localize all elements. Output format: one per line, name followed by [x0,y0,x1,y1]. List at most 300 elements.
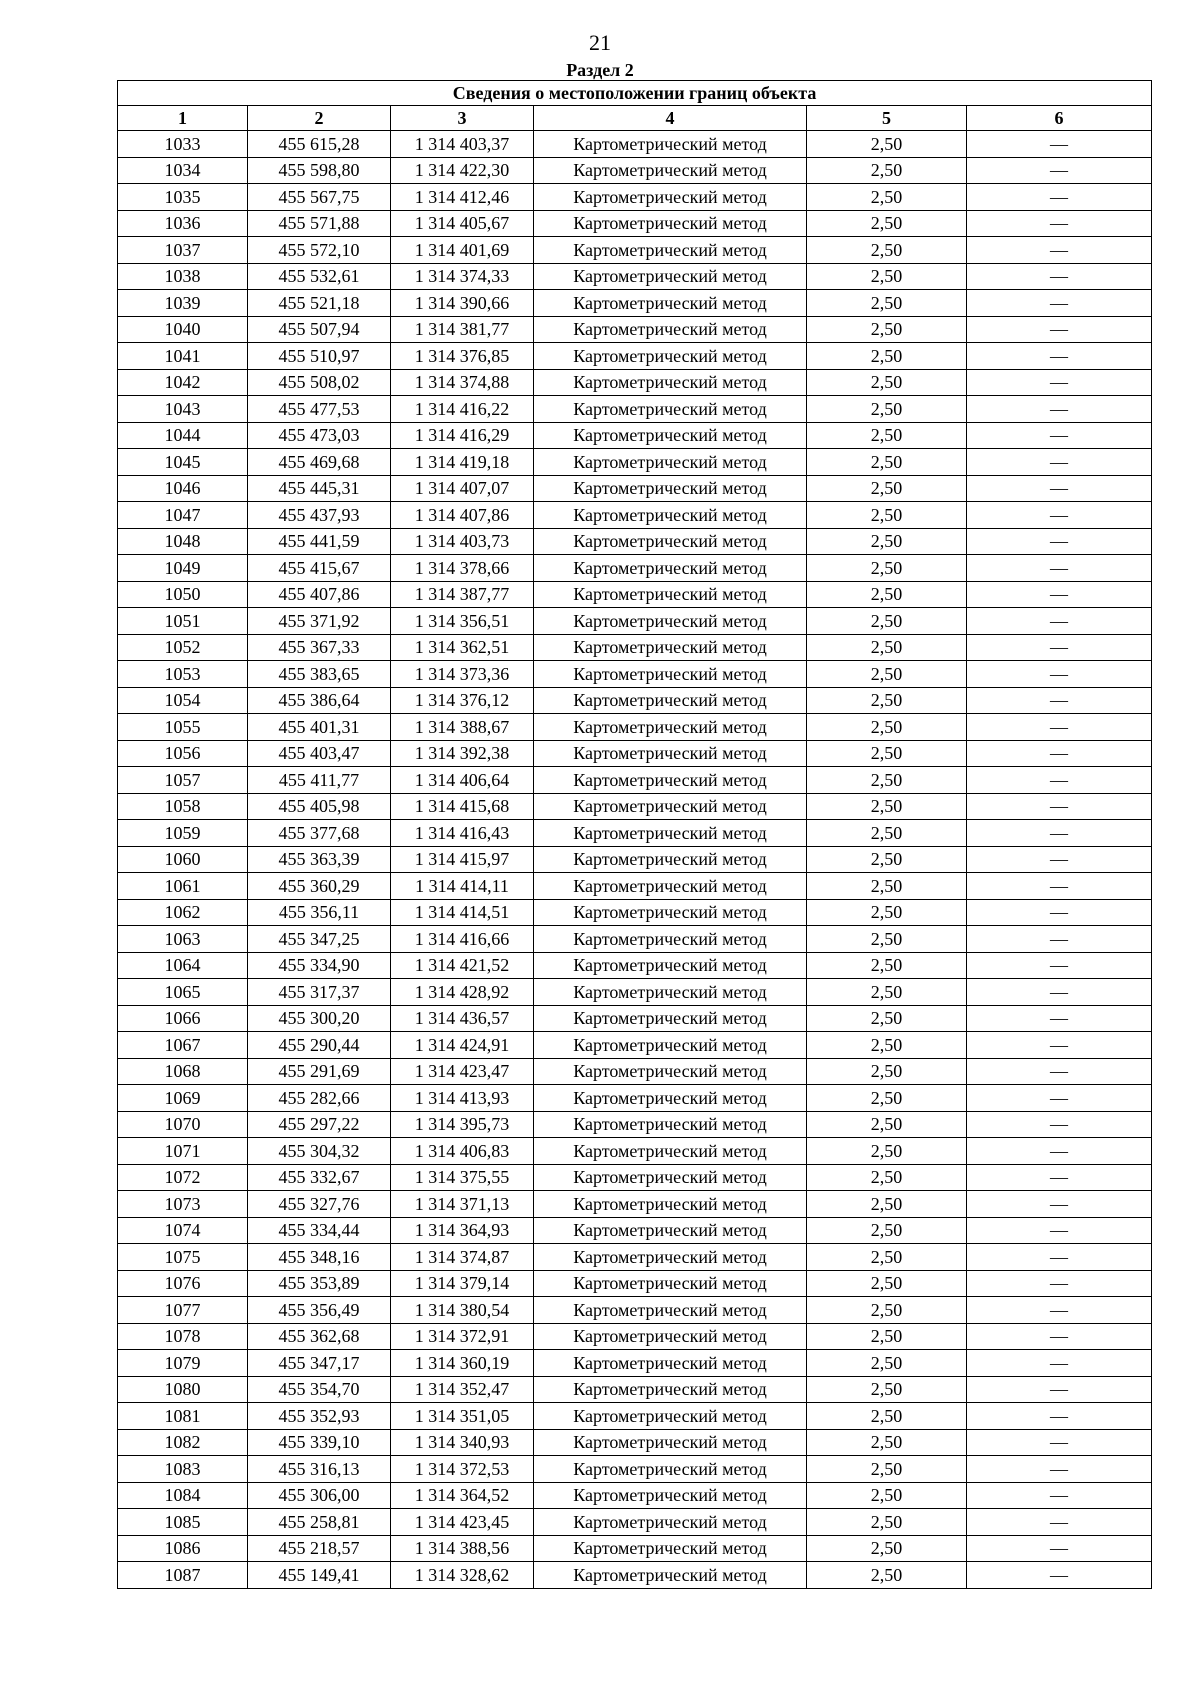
table-row [118,502,1152,529]
y-coordinate-cell: 1 314 421,52 [391,952,534,979]
table-row [118,1482,1152,1509]
description-cell: — [967,899,1152,926]
point-number-cell: 1060 [118,846,248,873]
accuracy-cell: 2,50 [807,1429,967,1456]
point-number-cell: 1039 [118,290,248,317]
point-number-cell: 1066 [118,1005,248,1032]
table-row [118,634,1152,661]
description-cell: — [967,1482,1152,1509]
method-cell: Картометрический метод [534,820,807,847]
accuracy-cell: 2,50 [807,1005,967,1032]
y-coordinate-cell: 1 314 356,51 [391,608,534,635]
x-coordinate-cell: 455 353,89 [248,1270,391,1297]
description-cell: — [967,581,1152,608]
method-cell: Картометрический метод [534,290,807,317]
point-number-cell: 1087 [118,1562,248,1589]
accuracy-cell: 2,50 [807,422,967,449]
x-coordinate-cell: 455 352,93 [248,1403,391,1430]
description-cell: — [967,740,1152,767]
description-cell: — [967,290,1152,317]
method-cell: Картометрический метод [534,1482,807,1509]
x-coordinate-cell: 455 598,80 [248,157,391,184]
method-cell: Картометрический метод [534,1323,807,1350]
x-coordinate-cell: 455 405,98 [248,793,391,820]
x-coordinate-cell: 455 473,03 [248,422,391,449]
table-row [118,210,1152,237]
point-number-cell: 1046 [118,475,248,502]
point-number-cell: 1075 [118,1244,248,1271]
point-number-cell: 1071 [118,1138,248,1165]
x-coordinate-cell: 455 367,33 [248,634,391,661]
description-cell: — [967,1376,1152,1403]
x-coordinate-cell: 455 339,10 [248,1429,391,1456]
point-number-cell: 1072 [118,1164,248,1191]
description-cell: — [967,1191,1152,1218]
table-row [118,899,1152,926]
accuracy-cell: 2,50 [807,1164,967,1191]
description-cell: — [967,1111,1152,1138]
table-row [118,846,1152,873]
y-coordinate-cell: 1 314 390,66 [391,290,534,317]
accuracy-cell: 2,50 [807,157,967,184]
method-cell: Картометрический метод [534,1376,807,1403]
method-cell: Картометрический метод [534,793,807,820]
x-coordinate-cell: 455 356,49 [248,1297,391,1324]
y-coordinate-cell: 1 314 376,12 [391,687,534,714]
table-row [118,1376,1152,1403]
x-coordinate-cell: 455 300,20 [248,1005,391,1032]
method-cell: Картометрический метод [534,608,807,635]
x-coordinate-cell: 455 306,00 [248,1482,391,1509]
method-cell: Картометрический метод [534,1429,807,1456]
x-coordinate-cell: 455 356,11 [248,899,391,926]
method-cell: Картометрический метод [534,1085,807,1112]
table-row [118,1111,1152,1138]
description-cell: — [967,1456,1152,1483]
accuracy-cell: 2,50 [807,1191,967,1218]
accuracy-cell: 2,50 [807,1058,967,1085]
y-coordinate-cell: 1 314 406,64 [391,767,534,794]
method-cell: Картометрический метод [534,952,807,979]
table-row [118,1164,1152,1191]
accuracy-cell: 2,50 [807,581,967,608]
point-number-cell: 1050 [118,581,248,608]
accuracy-cell: 2,50 [807,1376,967,1403]
table-row [118,1562,1152,1589]
x-coordinate-cell: 455 437,93 [248,502,391,529]
accuracy-cell: 2,50 [807,528,967,555]
accuracy-cell: 2,50 [807,396,967,423]
point-number-cell: 1043 [118,396,248,423]
accuracy-cell: 2,50 [807,793,967,820]
description-cell: — [967,1005,1152,1032]
point-number-cell: 1064 [118,952,248,979]
y-coordinate-cell: 1 314 436,57 [391,1005,534,1032]
method-cell: Картометрический метод [534,449,807,476]
method-cell: Картометрический метод [534,767,807,794]
accuracy-cell: 2,50 [807,210,967,237]
column-header: 2 [248,106,391,131]
description-cell: — [967,1085,1152,1112]
column-header: 6 [967,106,1152,131]
x-coordinate-cell: 455 334,44 [248,1217,391,1244]
y-coordinate-cell: 1 314 413,93 [391,1085,534,1112]
x-coordinate-cell: 455 149,41 [248,1562,391,1589]
accuracy-cell: 2,50 [807,1085,967,1112]
method-cell: Картометрический метод [534,899,807,926]
x-coordinate-cell: 455 510,97 [248,343,391,370]
y-coordinate-cell: 1 314 419,18 [391,449,534,476]
y-coordinate-cell: 1 314 403,73 [391,528,534,555]
y-coordinate-cell: 1 314 407,86 [391,502,534,529]
table-row [118,528,1152,555]
point-number-cell: 1076 [118,1270,248,1297]
point-number-cell: 1055 [118,714,248,741]
point-number-cell: 1082 [118,1429,248,1456]
description-cell: — [967,634,1152,661]
x-coordinate-cell: 455 258,81 [248,1509,391,1536]
y-coordinate-cell: 1 314 387,77 [391,581,534,608]
point-number-cell: 1045 [118,449,248,476]
section-title: Раздел 2 [566,60,634,80]
method-cell: Картометрический метод [534,396,807,423]
point-number-cell: 1058 [118,793,248,820]
method-cell: Картометрический метод [534,237,807,264]
accuracy-cell: 2,50 [807,1482,967,1509]
description-cell: — [967,820,1152,847]
description-cell: — [967,661,1152,688]
description-cell: — [967,926,1152,953]
y-coordinate-cell: 1 314 328,62 [391,1562,534,1589]
y-coordinate-cell: 1 314 374,88 [391,369,534,396]
description-cell: — [967,1562,1152,1589]
description-cell: — [967,184,1152,211]
description-cell: — [967,131,1152,158]
method-cell: Картометрический метод [534,1350,807,1377]
method-cell: Картометрический метод [534,369,807,396]
point-number-cell: 1070 [118,1111,248,1138]
table-row [118,661,1152,688]
y-coordinate-cell: 1 314 416,29 [391,422,534,449]
description-cell: — [967,157,1152,184]
point-number-cell: 1037 [118,237,248,264]
description-cell: — [967,1350,1152,1377]
method-cell: Картометрический метод [534,263,807,290]
x-coordinate-cell: 455 317,37 [248,979,391,1006]
point-number-cell: 1080 [118,1376,248,1403]
x-coordinate-cell: 455 415,67 [248,555,391,582]
x-coordinate-cell: 455 507,94 [248,316,391,343]
accuracy-cell: 2,50 [807,369,967,396]
table-row [118,1535,1152,1562]
point-number-cell: 1073 [118,1191,248,1218]
method-cell: Картометрический метод [534,1244,807,1271]
method-cell: Картометрический метод [534,528,807,555]
accuracy-cell: 2,50 [807,979,967,1006]
description-cell: — [967,1509,1152,1536]
x-coordinate-cell: 455 354,70 [248,1376,391,1403]
method-cell: Картометрический метод [534,316,807,343]
method-cell: Картометрический метод [534,555,807,582]
point-number-cell: 1057 [118,767,248,794]
accuracy-cell: 2,50 [807,502,967,529]
accuracy-cell: 2,50 [807,1138,967,1165]
description-cell: — [967,1403,1152,1430]
description-cell: — [967,316,1152,343]
method-cell: Картометрический метод [534,343,807,370]
y-coordinate-cell: 1 314 392,38 [391,740,534,767]
y-coordinate-cell: 1 314 360,19 [391,1350,534,1377]
description-cell: — [967,210,1152,237]
accuracy-cell: 2,50 [807,714,967,741]
point-number-cell: 1042 [118,369,248,396]
table-row [118,793,1152,820]
table-row [118,608,1152,635]
y-coordinate-cell: 1 314 415,97 [391,846,534,873]
table-row [118,1270,1152,1297]
description-cell: — [967,873,1152,900]
accuracy-cell: 2,50 [807,846,967,873]
y-coordinate-cell: 1 314 374,33 [391,263,534,290]
y-coordinate-cell: 1 314 388,56 [391,1535,534,1562]
method-cell: Картометрический метод [534,157,807,184]
table-row [118,767,1152,794]
table-row [118,820,1152,847]
column-header: 4 [534,106,807,131]
description-cell: — [967,343,1152,370]
table-row [118,131,1152,158]
table-row [118,475,1152,502]
x-coordinate-cell: 455 316,13 [248,1456,391,1483]
description-cell: — [967,687,1152,714]
accuracy-cell: 2,50 [807,1270,967,1297]
y-coordinate-cell: 1 314 352,47 [391,1376,534,1403]
x-coordinate-cell: 455 411,77 [248,767,391,794]
point-number-cell: 1040 [118,316,248,343]
point-number-cell: 1038 [118,263,248,290]
table-row [118,1297,1152,1324]
description-cell: — [967,555,1152,582]
point-number-cell: 1044 [118,422,248,449]
point-number-cell: 1035 [118,184,248,211]
y-coordinate-cell: 1 314 395,73 [391,1111,534,1138]
accuracy-cell: 2,50 [807,449,967,476]
point-number-cell: 1036 [118,210,248,237]
accuracy-cell: 2,50 [807,1350,967,1377]
page-number: 21 [589,30,611,55]
method-cell: Картометрический метод [534,714,807,741]
y-coordinate-cell: 1 314 412,46 [391,184,534,211]
accuracy-cell: 2,50 [807,634,967,661]
point-number-cell: 1047 [118,502,248,529]
accuracy-cell: 2,50 [807,899,967,926]
x-coordinate-cell: 455 572,10 [248,237,391,264]
method-cell: Картометрический метод [534,846,807,873]
accuracy-cell: 2,50 [807,1456,967,1483]
x-coordinate-cell: 455 282,66 [248,1085,391,1112]
description-cell: — [967,449,1152,476]
x-coordinate-cell: 455 297,22 [248,1111,391,1138]
point-number-cell: 1068 [118,1058,248,1085]
table-row [118,449,1152,476]
y-coordinate-cell: 1 314 423,47 [391,1058,534,1085]
y-coordinate-cell: 1 314 415,68 [391,793,534,820]
description-cell: — [967,846,1152,873]
method-cell: Картометрический метод [534,1191,807,1218]
y-coordinate-cell: 1 314 414,51 [391,899,534,926]
method-cell: Картометрический метод [534,1032,807,1059]
accuracy-cell: 2,50 [807,290,967,317]
y-coordinate-cell: 1 314 371,13 [391,1191,534,1218]
method-cell: Картометрический метод [534,1403,807,1430]
accuracy-cell: 2,50 [807,1535,967,1562]
description-cell: — [967,1535,1152,1562]
accuracy-cell: 2,50 [807,820,967,847]
accuracy-cell: 2,50 [807,237,967,264]
point-number-cell: 1059 [118,820,248,847]
x-coordinate-cell: 455 532,61 [248,263,391,290]
accuracy-cell: 2,50 [807,926,967,953]
x-coordinate-cell: 455 615,28 [248,131,391,158]
point-number-cell: 1054 [118,687,248,714]
description-cell: — [967,237,1152,264]
table-row [118,1217,1152,1244]
description-cell: — [967,396,1152,423]
method-cell: Картометрический метод [534,1270,807,1297]
x-coordinate-cell: 455 332,67 [248,1164,391,1191]
description-cell: — [967,1270,1152,1297]
table-row [118,1429,1152,1456]
method-cell: Картометрический метод [534,1217,807,1244]
y-coordinate-cell: 1 314 379,14 [391,1270,534,1297]
x-coordinate-cell: 455 363,39 [248,846,391,873]
y-coordinate-cell: 1 314 423,45 [391,1509,534,1536]
table-row [118,184,1152,211]
point-number-cell: 1074 [118,1217,248,1244]
column-header: 5 [807,106,967,131]
x-coordinate-cell: 455 521,18 [248,290,391,317]
point-number-cell: 1065 [118,979,248,1006]
x-coordinate-cell: 455 362,68 [248,1323,391,1350]
point-number-cell: 1063 [118,926,248,953]
x-coordinate-cell: 455 386,64 [248,687,391,714]
description-cell: — [967,952,1152,979]
method-cell: Картометрический метод [534,926,807,953]
description-cell: — [967,1032,1152,1059]
y-coordinate-cell: 1 314 401,69 [391,237,534,264]
table-row [118,714,1152,741]
table-row [118,873,1152,900]
method-cell: Картометрический метод [534,1456,807,1483]
column-number-row [118,106,1152,131]
method-cell: Картометрический метод [534,581,807,608]
y-coordinate-cell: 1 314 364,93 [391,1217,534,1244]
method-cell: Картометрический метод [534,740,807,767]
point-number-cell: 1086 [118,1535,248,1562]
accuracy-cell: 2,50 [807,1032,967,1059]
y-coordinate-cell: 1 314 428,92 [391,979,534,1006]
description-cell: — [967,1164,1152,1191]
table-row [118,316,1152,343]
point-number-cell: 1077 [118,1297,248,1324]
x-coordinate-cell: 455 571,88 [248,210,391,237]
table-row [118,1456,1152,1483]
x-coordinate-cell: 455 407,86 [248,581,391,608]
point-number-cell: 1085 [118,1509,248,1536]
y-coordinate-cell: 1 314 416,22 [391,396,534,423]
table-row [118,157,1152,184]
description-cell: — [967,263,1152,290]
description-cell: — [967,528,1152,555]
point-number-cell: 1062 [118,899,248,926]
description-cell: — [967,1323,1152,1350]
description-cell: — [967,1138,1152,1165]
accuracy-cell: 2,50 [807,661,967,688]
method-cell: Картометрический метод [534,1138,807,1165]
point-number-cell: 1053 [118,661,248,688]
table-row [118,290,1152,317]
table-row [118,1032,1152,1059]
description-cell: — [967,1217,1152,1244]
y-coordinate-cell: 1 314 376,85 [391,343,534,370]
column-header: 3 [391,106,534,131]
method-cell: Картометрический метод [534,1111,807,1138]
point-number-cell: 1033 [118,131,248,158]
x-coordinate-cell: 455 360,29 [248,873,391,900]
accuracy-cell: 2,50 [807,687,967,714]
table-row [118,1509,1152,1536]
table-row [118,396,1152,423]
accuracy-cell: 2,50 [807,343,967,370]
table-row [118,926,1152,953]
accuracy-cell: 2,50 [807,184,967,211]
table-row [118,237,1152,264]
y-coordinate-cell: 1 314 372,53 [391,1456,534,1483]
method-cell: Картометрический метод [534,475,807,502]
x-coordinate-cell: 455 304,32 [248,1138,391,1165]
table-row [118,1244,1152,1271]
method-cell: Картометрический метод [534,502,807,529]
y-coordinate-cell: 1 314 375,55 [391,1164,534,1191]
y-coordinate-cell: 1 314 388,67 [391,714,534,741]
point-number-cell: 1056 [118,740,248,767]
y-coordinate-cell: 1 314 416,66 [391,926,534,953]
x-coordinate-cell: 455 441,59 [248,528,391,555]
method-cell: Картометрический метод [534,1297,807,1324]
accuracy-cell: 2,50 [807,263,967,290]
table-row [118,555,1152,582]
x-coordinate-cell: 455 291,69 [248,1058,391,1085]
x-coordinate-cell: 455 469,68 [248,449,391,476]
accuracy-cell: 2,50 [807,1403,967,1430]
point-number-cell: 1041 [118,343,248,370]
description-cell: — [967,475,1152,502]
x-coordinate-cell: 455 477,53 [248,396,391,423]
table-row [118,687,1152,714]
method-cell: Картометрический метод [534,1535,807,1562]
y-coordinate-cell: 1 314 340,93 [391,1429,534,1456]
accuracy-cell: 2,50 [807,1323,967,1350]
point-number-cell: 1049 [118,555,248,582]
accuracy-cell: 2,50 [807,608,967,635]
method-cell: Картометрический метод [534,210,807,237]
table-row [118,343,1152,370]
table-row [118,1005,1152,1032]
accuracy-cell: 2,50 [807,1244,967,1271]
y-coordinate-cell: 1 314 362,51 [391,634,534,661]
x-coordinate-cell: 455 371,92 [248,608,391,635]
x-coordinate-cell: 455 383,65 [248,661,391,688]
